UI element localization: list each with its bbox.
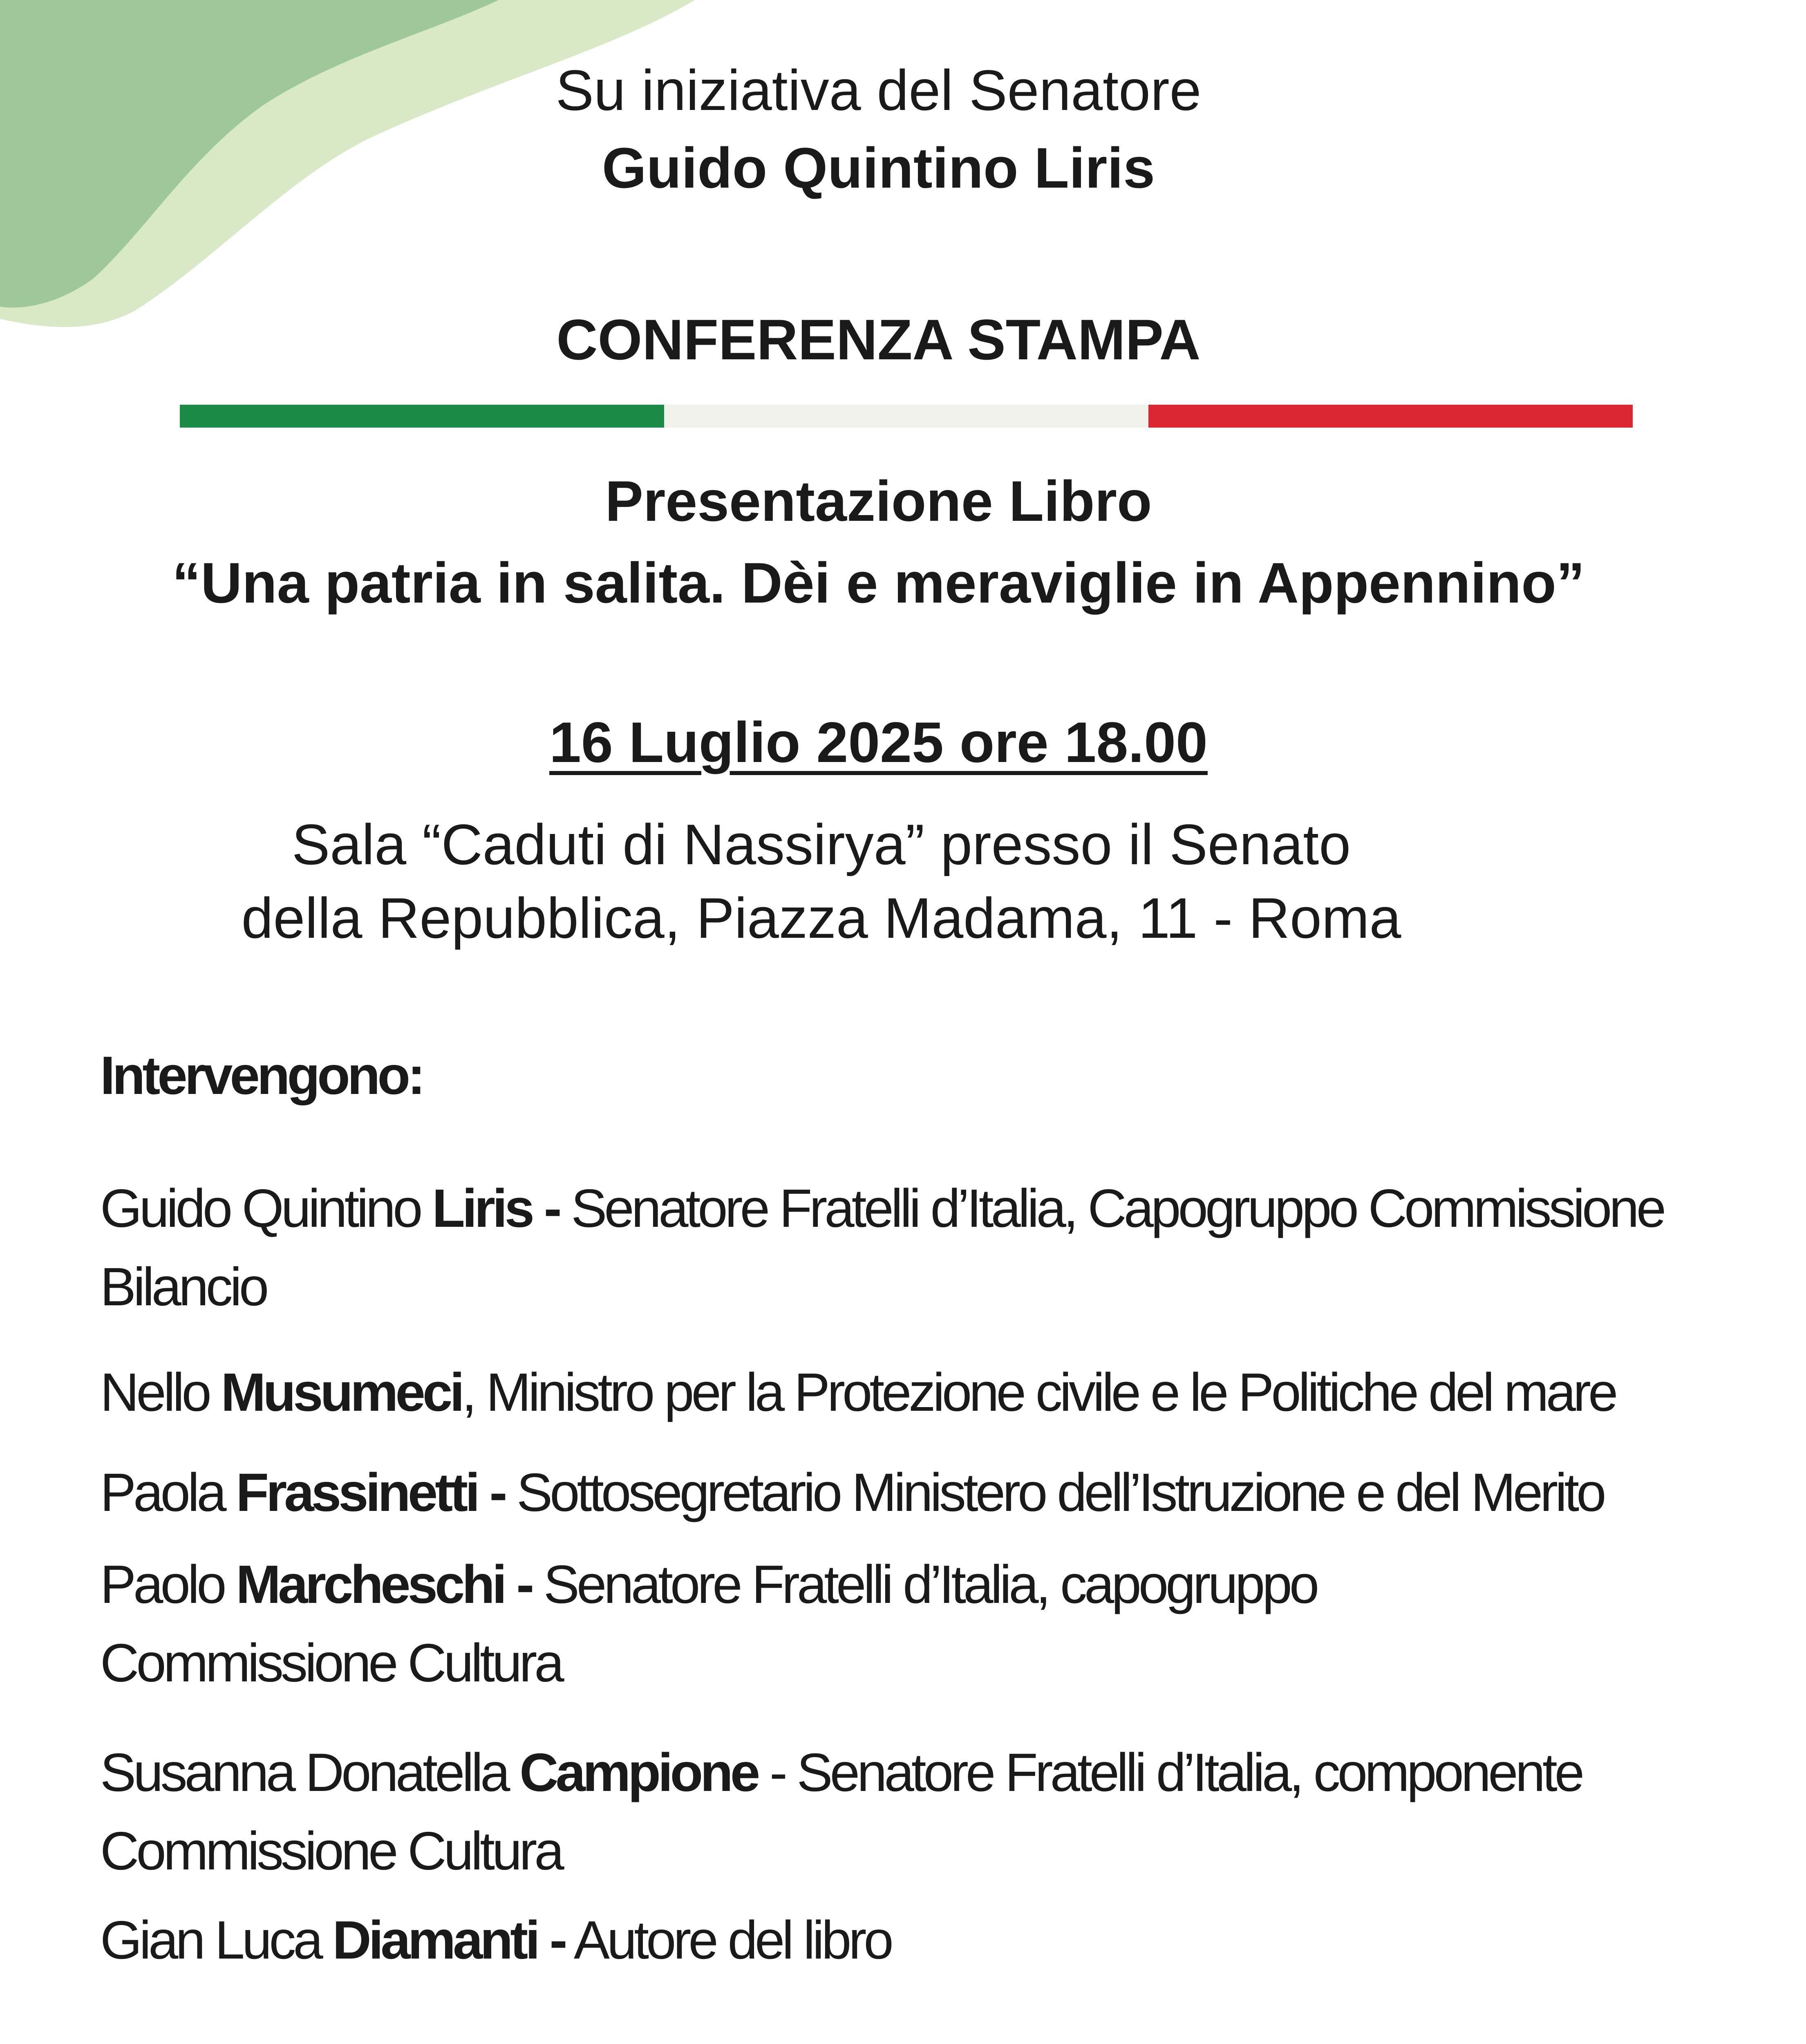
speaker-last-name: Liris -: [432, 1178, 559, 1238]
speaker-entry: [100, 1901, 891, 1979]
book-title: “Una patria in salita. Dèi e meraviglie in Appennino”: [172, 551, 1585, 615]
speaker-entry: [100, 1453, 1604, 1532]
book-presentation-label: Presentazione Libro: [605, 469, 1152, 533]
speaker-role: Autore del libro: [564, 1910, 891, 1970]
speaker-role: - Senatore Fratelli d’Italia, componente: [757, 1742, 1582, 1802]
event-date-time: 16 Luglio 2025 ore 18.00: [549, 710, 1208, 774]
speaker-entry: [100, 1353, 1615, 1432]
speaker-entry: [100, 1733, 1582, 1890]
speaker-first-name: Nello: [100, 1362, 221, 1422]
speaker-role: , Ministro per la Protezione civile e le Politiche del mare: [461, 1362, 1616, 1422]
speaker-last-name: Diamanti -: [332, 1910, 565, 1970]
venue-line-2: della Repubblica, Piazza Madama, 11 - Roma: [241, 886, 1401, 950]
speaker-last-name: Campione: [519, 1742, 758, 1802]
speaker-role-cont: Commissione Cultura: [100, 1633, 562, 1693]
speaker-first-name: Paola: [100, 1462, 236, 1522]
initiative-line: Su iniziativa del Senatore: [555, 58, 1202, 122]
speaker-role-cont: Commissione Cultura: [100, 1821, 562, 1881]
speaker-first-name: Guido Quintino: [100, 1178, 432, 1238]
flag-white-segment: [664, 405, 1148, 428]
italian-flag-bar: [180, 405, 1633, 428]
senator-name: Guido Quintino Liris: [602, 136, 1155, 200]
speaker-last-name: Marcheschi -: [236, 1554, 532, 1614]
speaker-role-cont: Bilancio: [100, 1257, 266, 1317]
speaker-last-name: Musumeci: [221, 1362, 462, 1422]
speaker-last-name: Frassinetti -: [236, 1462, 505, 1522]
speakers-heading: Intervengono:: [100, 1045, 423, 1105]
speaker-role: Senatore Fratelli d’Italia, capogruppo: [531, 1554, 1317, 1614]
event-type: CONFERENZA STAMPA: [556, 307, 1201, 372]
flag-red-segment: [1148, 405, 1633, 428]
venue-line-1: Sala “Caduti di Nassirya” presso il Senato: [291, 812, 1351, 876]
speaker-entry: [100, 1545, 1316, 1702]
speaker-role: Sottosegretario Ministero dell’Istruzione e del Merito: [504, 1462, 1604, 1522]
speaker-entry: [100, 1169, 1663, 1326]
speaker-role: Senatore Fratelli d’Italia, Capogruppo Commissione: [559, 1178, 1664, 1238]
speaker-first-name: Paolo: [100, 1554, 236, 1614]
speaker-first-name: Susanna Donatella: [100, 1742, 520, 1802]
speaker-first-name: Gian Luca: [100, 1910, 333, 1970]
flag-green-segment: [180, 405, 664, 428]
